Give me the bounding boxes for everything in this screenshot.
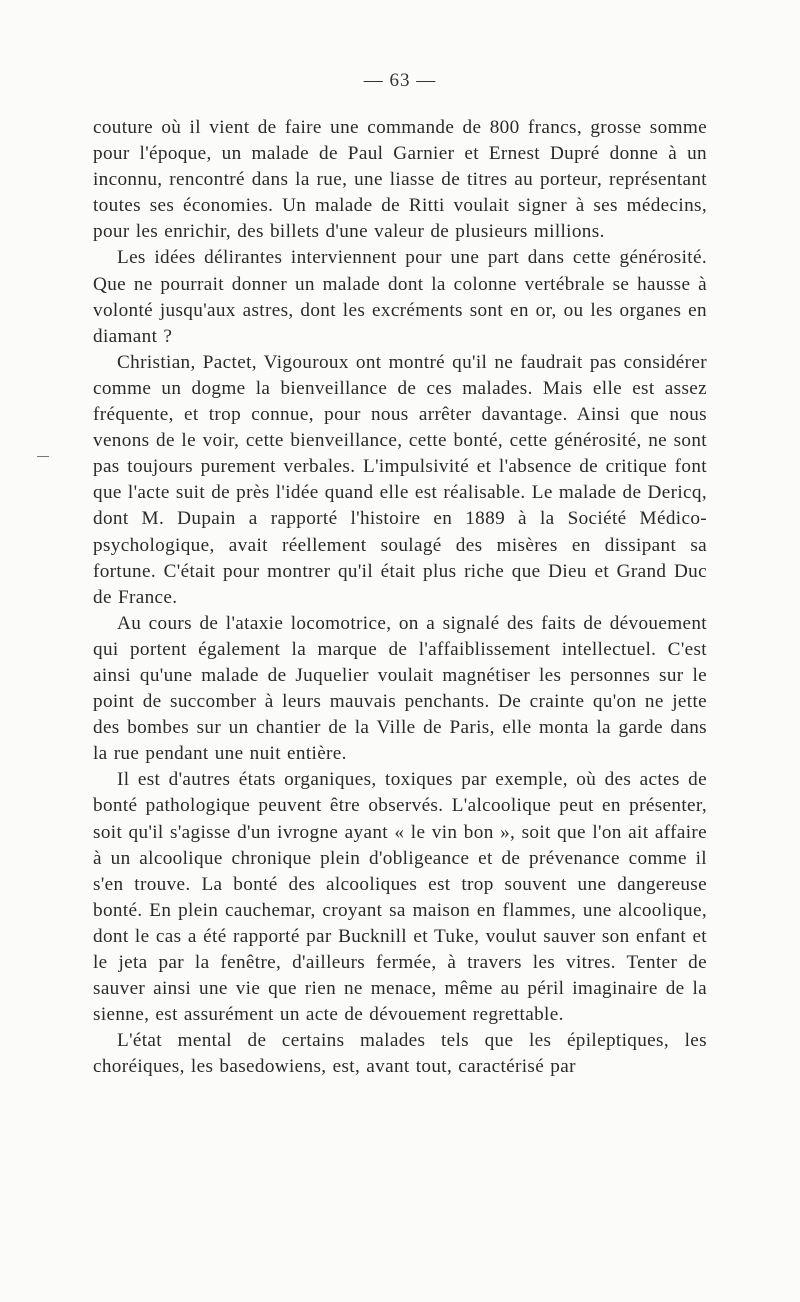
paragraph: Au cours de l'ataxie locomotrice, on a signalé des faits de dévouement qui portent également la marque de l'affaiblissement intellectuel. C'est ainsi qu'une malade de Juquelier voulait magnétiser les personnes sur le point de succomber à leurs mauvais penchants. De crainte qu'on ne jette des bombes sur un chantier de la Ville de Paris, elle monta la garde dans la rue pendant une nuit entière. (93, 612, 707, 765)
paragraph: Il est d'autres états organiques, toxiques par exemple, où des actes de bonté pathologique peuvent être observés. L'alcoolique peut en présenter, soit qu'il s'agisse d'un ivrogne ayant « le vin bon », soit que l'on ait affaire à un alcoolique chronique plein d'obligeance et de prévenance comme il s'en trouve. La bonté des alcooliques est trop souvent une dangereuse bonté. En plein cauchemar, croyant sa maison en flammes, une alcoolique, dont le cas a été rapporté par Bucknill et Tuke, voulut sauver son enfant et le jeta par la fenêtre, d'ailleurs fermée, à travers les vitres. Tenter de sauver ainsi une vie que rien ne menace, même au péril imaginaire de la sienne, est assurément un acte de dévouement regrettable. (93, 769, 707, 1026)
margin-mark (37, 456, 49, 457)
body-text (93, 115, 707, 1080)
paragraph: Les idées délirantes interviennent pour une part dans cette générosité. Que ne pourrait donner un malade dont la colonne vertébrale se hausse à volonté jusqu'aux astres, dont les excréments sont en or, ou les organes en diamant ? (93, 247, 707, 347)
paragraph: couture où il vient de faire une commande de 800 francs, grosse somme pour l'époque, un malade de Paul Garnier et Ernest Dupré donne à un inconnu, rencontré dans la rue, une liasse de titres au porteur, représentant toutes ses économies. Un malade de Ritti voulait signer à ses médecins, pour les enrichir, des billets d'une valeur de plusieurs millions. (93, 117, 707, 243)
paragraph: L'état mental de certains malades tels que les épileptiques, les choréiques, les basedowiens, est, avant tout, caractérisé par (93, 1030, 707, 1078)
page-number: — 63 — (363, 70, 437, 91)
paragraph: Christian, Pactet, Vigouroux ont montré qu'il ne faudrait pas considérer comme un dogme la bienveillance de ces malades. Mais elle est assez fréquente, et trop connue, pour nous arrêter davantage. Ainsi que nous venons de le voir, cette bienveillance, cette bonté, cette générosité, ne sont pas toujours purement verbales. L'impulsivité et l'absence de critique font que l'acte suit de près l'idée quand elle est réalisable. Le malade de Dericq, dont M. Dupain a rapporté l'histoire en 1889 à la Société Médico-psychologique, avait réellement soulagé des misères en dissipant sa fortune. C'était pour montrer qu'il était plus riche que Dieu et Grand Duc de France. (93, 351, 707, 608)
